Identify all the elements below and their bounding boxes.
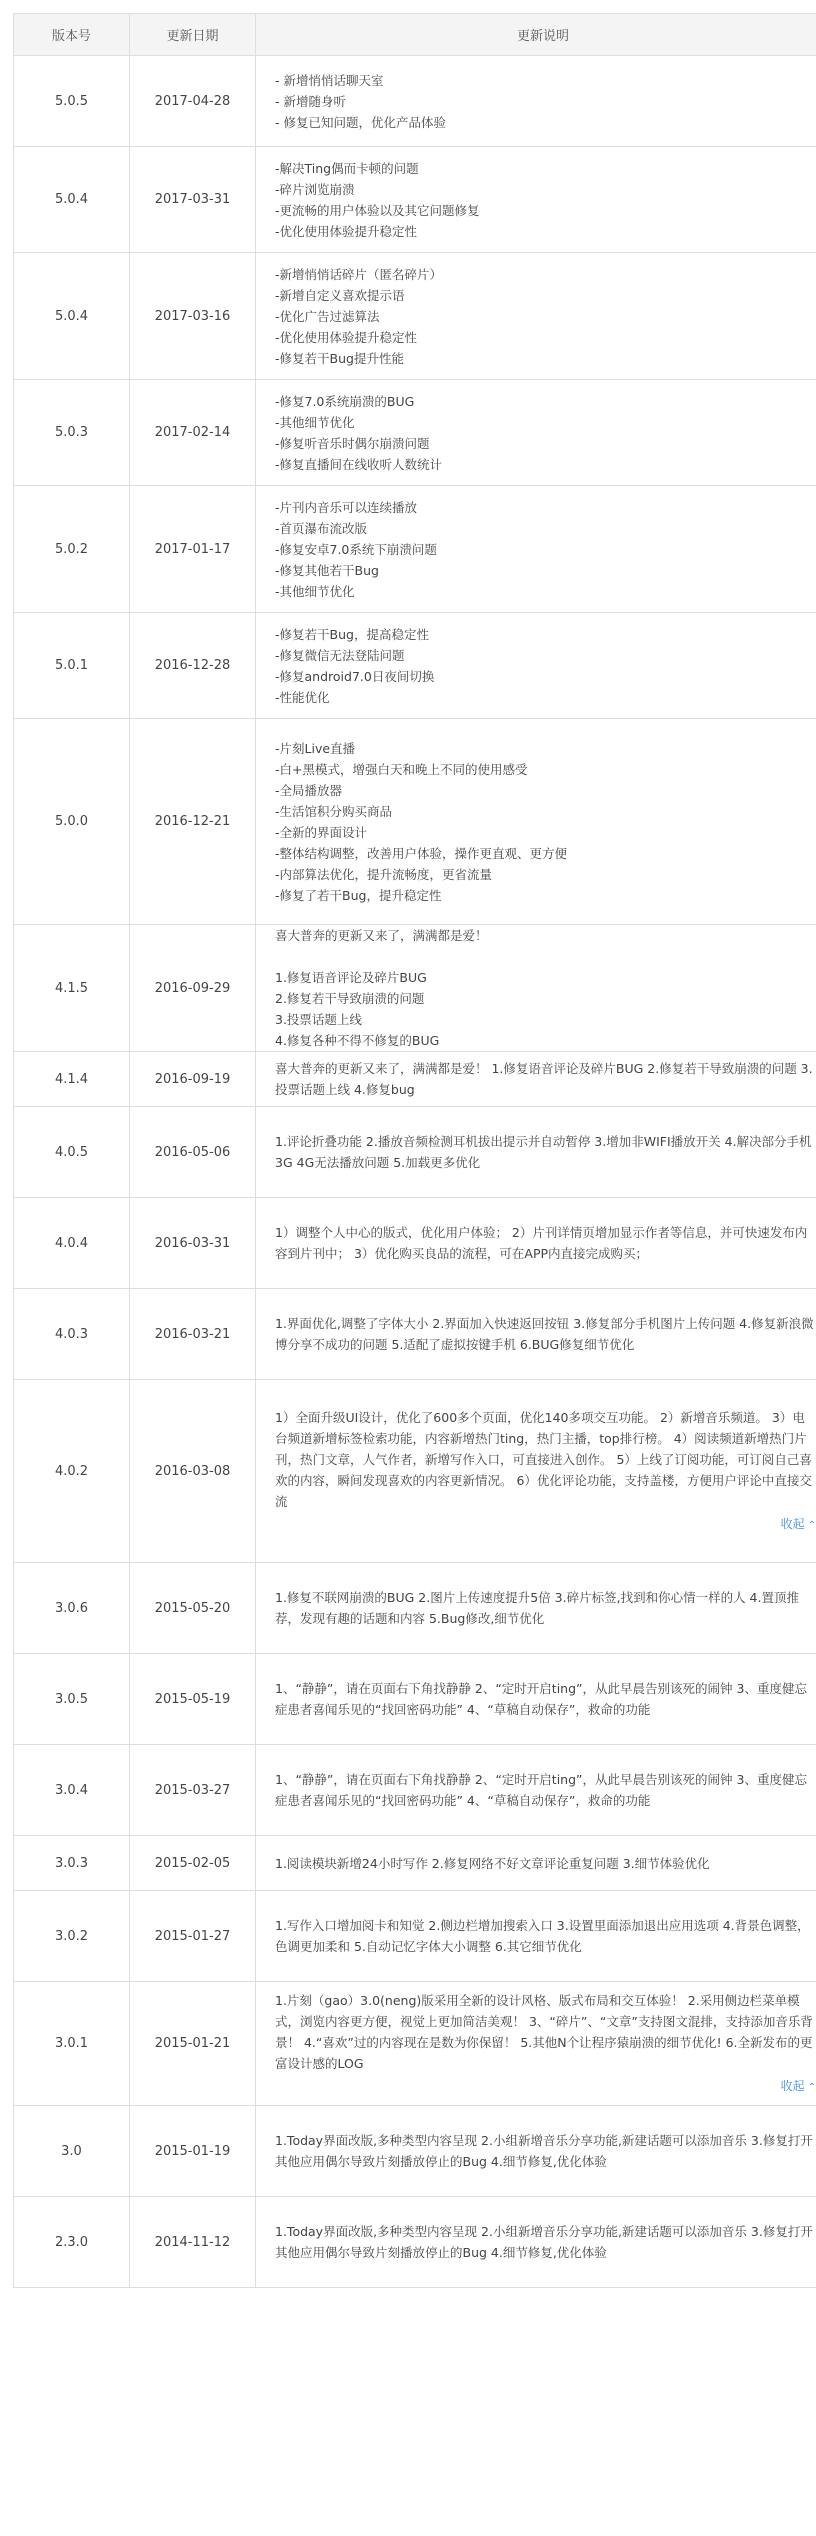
description-text: 1.片刻（gao）3.0(neng)版采用全新的设计风格、版式布局和交互体验！ 2.采用侧边栏菜单模式，浏览内容更方便，视觉上更加简洁美观！ 3、“碎片”、“文章”支持图文混排，支持添加音乐背景！ 4.“喜欢”过的内容现在是数为你保留！ 5.其他N个让程序猿崩溃的细节优化! 6.全新发布的更富设计感的LOG <box>275 1992 813 2071</box>
description-cell <box>256 1380 816 1563</box>
version-cell: 3.0.5 <box>14 1654 130 1745</box>
table-row <box>14 2197 816 2288</box>
description-line: -全局播放器 <box>275 782 343 798</box>
date-cell: 2016-09-29 <box>130 925 256 1052</box>
description-line: - 新增悄悄话聊天室 <box>275 72 384 88</box>
description-text: 1.修复不联网崩溃的BUG 2.图片上传速度提升5倍 3.碎片标签,找到和你心情一样的人 4.置顶推荐，发现有趣的话题和内容 5.Bug修改,细节优化 <box>275 1590 799 1626</box>
description-line: -其他细节优化 <box>275 414 355 430</box>
chevron-up-icon: ⌃ <box>807 1519 816 1531</box>
description-line: -片刊内音乐可以连续播放 <box>275 499 418 515</box>
table-row <box>14 925 816 1052</box>
description-cell <box>256 1654 816 1745</box>
table-row <box>14 1982 816 2106</box>
description-line: -优化广告过滤算法 <box>275 308 380 324</box>
version-cell: 5.0.4 <box>14 147 130 253</box>
version-cell: 4.0.2 <box>14 1380 130 1563</box>
description-text: 1.界面优化,调整了字体大小 2.界面加入快速返回按钮 3.修复部分手机图片上传问题 4.修复新浪微博分享不成功的问题 5.适配了虚拟按键手机 6.BUG修复细节优化 <box>275 1316 814 1352</box>
description-cell <box>256 1891 816 1982</box>
date-cell: 2017-03-16 <box>130 253 256 380</box>
description-line: -修复直播间在线收听人数统计 <box>275 456 443 472</box>
description-cell <box>256 613 816 719</box>
date-cell: 2014-11-12 <box>130 2197 256 2288</box>
description-line: -修复android7.0日夜间切换 <box>275 668 435 684</box>
table-row <box>14 1745 816 1836</box>
date-cell: 2017-04-28 <box>130 56 256 147</box>
date-cell: 2017-02-14 <box>130 380 256 486</box>
header-date: 更新日期 <box>130 14 256 56</box>
date-cell: 2015-03-27 <box>130 1745 256 1836</box>
description-cell <box>256 2106 816 2197</box>
table-row <box>14 1052 816 1107</box>
version-cell: 3.0.2 <box>14 1891 130 1982</box>
date-cell: 2017-03-31 <box>130 147 256 253</box>
description-cell <box>256 486 816 613</box>
version-cell: 3.0.6 <box>14 1563 130 1654</box>
description-line: -整体结构调整，改善用户体验，操作更直观、更方便 <box>275 845 568 861</box>
header-version: 版本号 <box>14 14 130 56</box>
table-row <box>14 253 816 380</box>
description-cell <box>256 1107 816 1198</box>
description-line: -修复微信无法登陆问题 <box>275 647 405 663</box>
description-line: -修复安卓7.0系统下崩溃问题 <box>275 541 437 557</box>
version-cell: 5.0.1 <box>14 613 130 719</box>
description-line: -全新的界面设计 <box>275 824 368 840</box>
collapse-button[interactable] <box>781 2079 816 2093</box>
version-history-table <box>13 13 816 2288</box>
description-line: -修复若干Bug，提高稳定性 <box>275 626 429 642</box>
table-row <box>14 486 816 613</box>
description-line: -首页瀑布流改版 <box>275 520 368 536</box>
date-cell: 2015-01-19 <box>130 2106 256 2197</box>
table-row <box>14 1289 816 1380</box>
date-cell: 2016-03-21 <box>130 1289 256 1380</box>
date-cell: 2016-12-28 <box>130 613 256 719</box>
version-cell: 4.1.5 <box>14 925 130 1052</box>
description-text: 1.写作入口增加阅卡和知觉 2.侧边栏增加搜索入口 3.设置里面添加退出应用选项 4.背景色调整，色调更加柔和 5.自动记忆字体大小调整 6.其它细节优化 <box>275 1918 810 1954</box>
date-cell: 2015-01-27 <box>130 1891 256 1982</box>
description-line: 1.修复语音评论及碎片BUG <box>275 970 427 985</box>
description-line: -优化使用体验提升稳定性 <box>275 223 418 239</box>
table-row <box>14 1891 816 1982</box>
collapse-label: 收起 <box>780 1516 805 1531</box>
description-text: 1）全面升级UI设计，优化了600多个页面，优化140多项交互功能。 2）新增音乐频道。 3）电台频道新增标签检索功能，内容新增热门ting，热门主播，top排行榜。 4）阅读频道新增热门片刊，热门文章，人气作者，新增写作入口，可直接进入创作。 5）上线了订阅功能，可订阅自己喜欢的内容，瞬间发现喜欢的内容更新情况。 6）优化评论功能，支持盖楼，方便用户评论中直接交流 <box>275 1409 812 1509</box>
description-text: 1、“静静”，请在页面右下角找静静 2、“定时开启ting”，从此早晨告别该死的闹钟 3、重度健忘症患者喜闻乐见的“找回密码功能” 4、“草稿自动保存”，救命的功能 <box>275 1681 807 1717</box>
description-cell <box>256 1836 816 1891</box>
fold-row <box>275 1514 816 1536</box>
description-text: 1.阅读模块新增24小时写作 2.修复网络不好文章评论重复问题 3.细节体验优化 <box>275 1855 710 1871</box>
description-line: -新增自定义喜欢提示语 <box>275 287 405 303</box>
description-line: -性能优化 <box>275 689 330 705</box>
description-cell <box>256 925 816 1052</box>
description-line: 喜大普奔的更新又来了，满满都是爱！ <box>275 928 488 943</box>
table-row <box>14 147 816 253</box>
description-text: 1.评论折叠功能 2.播放音频检测耳机拔出提示并自动暂停 3.增加非WIFI播放开关 4.解决部分手机3G 4G无法播放问题 5.加载更多优化 <box>275 1134 812 1170</box>
description-line: - 修复已知问题，优化产品体验 <box>275 114 446 130</box>
description-cell <box>256 253 816 380</box>
table-row <box>14 1380 816 1563</box>
description-cell <box>256 1563 816 1654</box>
description-line: 4.修复各种不得不修复的BUG <box>275 1033 440 1048</box>
description-cell <box>256 1052 816 1107</box>
description-cell <box>256 1198 816 1289</box>
description-line: -修复其他若干Bug <box>275 562 379 578</box>
description-line: -更流畅的用户体验以及其它问题修复 <box>275 202 480 218</box>
version-cell: 5.0.2 <box>14 486 130 613</box>
collapse-label: 收起 <box>780 2078 805 2093</box>
description-text: 喜大普奔的更新又来了，满满都是爱！ 1.修复语音评论及碎片BUG 2.修复若干导致崩溃的问题 3.投票话题上线 4.修复bug <box>275 1061 813 1097</box>
date-cell: 2016-09-19 <box>130 1052 256 1107</box>
description-cell <box>256 380 816 486</box>
description-line: -修复听音乐时偶尔崩溃问题 <box>275 435 430 451</box>
version-cell: 4.0.4 <box>14 1198 130 1289</box>
table-row <box>14 719 816 925</box>
collapse-button[interactable] <box>781 1517 816 1531</box>
date-cell: 2015-01-21 <box>130 1982 256 2106</box>
version-cell: 3.0.4 <box>14 1745 130 1836</box>
description-cell <box>256 1289 816 1380</box>
version-cell: 5.0.4 <box>14 253 130 380</box>
date-cell: 2015-02-05 <box>130 1836 256 1891</box>
description-line: -碎片浏览崩溃 <box>275 181 355 197</box>
description-line: -内部算法优化，提升流畅度，更省流量 <box>275 866 493 882</box>
version-cell: 3.0 <box>14 2106 130 2197</box>
description-line: -优化使用体验提升稳定性 <box>275 329 418 345</box>
table-row <box>14 1563 816 1654</box>
version-cell: 2.3.0 <box>14 2197 130 2288</box>
table-row <box>14 1836 816 1891</box>
version-cell: 3.0.3 <box>14 1836 130 1891</box>
description-text: 1、“静静”，请在页面右下角找静静 2、“定时开启ting”，从此早晨告别该死的闹钟 3、重度健忘症患者喜闻乐见的“找回密码功能” 4、“草稿自动保存”，救命的功能 <box>275 1772 807 1808</box>
description-text: 1.Today界面改版,多种类型内容呈现 2.小组新增音乐分享功能,新建话题可以添加音乐 3.修复打开其他应用偶尔导致片刻播放停止的Bug 4.细节修复,优化体验 <box>275 2133 813 2169</box>
description-line: -其他细节优化 <box>275 583 355 599</box>
date-cell: 2016-03-31 <box>130 1198 256 1289</box>
description-line: -片刻Live直播 <box>275 740 356 756</box>
table-row <box>14 2106 816 2197</box>
description-line: -修复了若干Bug，提升稳定性 <box>275 887 442 903</box>
version-cell: 4.0.5 <box>14 1107 130 1198</box>
description-cell <box>256 1745 816 1836</box>
table-row <box>14 1198 816 1289</box>
chevron-up-icon: ⌃ <box>807 2081 816 2093</box>
description-text: 1.Today界面改版,多种类型内容呈现 2.小组新增音乐分享功能,新建话题可以添加音乐 3.修复打开其他应用偶尔导致片刻播放停止的Bug 4.细节修复,优化体验 <box>275 2224 813 2260</box>
description-text: 1）调整个人中心的版式，优化用户体验； 2）片刊详情页增加显示作者等信息，并可快速发布内容到片刊中； 3）优化购买良品的流程，可在APP内直接完成购买； <box>275 1225 808 1261</box>
fold-row <box>275 2076 816 2098</box>
version-cell: 4.1.4 <box>14 1052 130 1107</box>
date-cell: 2015-05-19 <box>130 1654 256 1745</box>
table-row <box>14 1107 816 1198</box>
description-line: -新增悄悄话碎片（匿名碎片） <box>275 266 443 282</box>
version-cell: 4.0.3 <box>14 1289 130 1380</box>
description-line: - 新增随身听 <box>275 93 346 109</box>
date-cell: 2016-12-21 <box>130 719 256 925</box>
version-cell: 5.0.5 <box>14 56 130 147</box>
description-line: -生活馆积分购买商品 <box>275 803 393 819</box>
header-description: 更新说明 <box>256 14 816 56</box>
table-row <box>14 1654 816 1745</box>
description-cell <box>256 2197 816 2288</box>
table-row <box>14 380 816 486</box>
blank-line <box>275 946 816 967</box>
description-cell <box>256 1982 816 2106</box>
version-cell: 5.0.0 <box>14 719 130 925</box>
description-cell <box>256 719 816 925</box>
description-line: -白+黑模式，增强白天和晚上不同的使用感受 <box>275 761 528 777</box>
date-cell: 2016-03-08 <box>130 1380 256 1563</box>
description-cell <box>256 56 816 147</box>
description-line: -修复7.0系统崩溃的BUG <box>275 393 415 409</box>
description-line: 2.修复若干导致崩溃的问题 <box>275 991 425 1006</box>
table-row <box>14 56 816 147</box>
table-header-row <box>14 14 816 56</box>
version-cell: 5.0.3 <box>14 380 130 486</box>
description-line: 3.投票话题上线 <box>275 1012 362 1027</box>
date-cell: 2015-05-20 <box>130 1563 256 1654</box>
date-cell: 2016-05-06 <box>130 1107 256 1198</box>
date-cell: 2017-01-17 <box>130 486 256 613</box>
description-line: -解决Ting偶而卡顿的问题 <box>275 160 419 176</box>
table-row <box>14 613 816 719</box>
version-cell: 3.0.1 <box>14 1982 130 2106</box>
description-cell <box>256 147 816 253</box>
description-line: -修复若干Bug提升性能 <box>275 350 404 366</box>
